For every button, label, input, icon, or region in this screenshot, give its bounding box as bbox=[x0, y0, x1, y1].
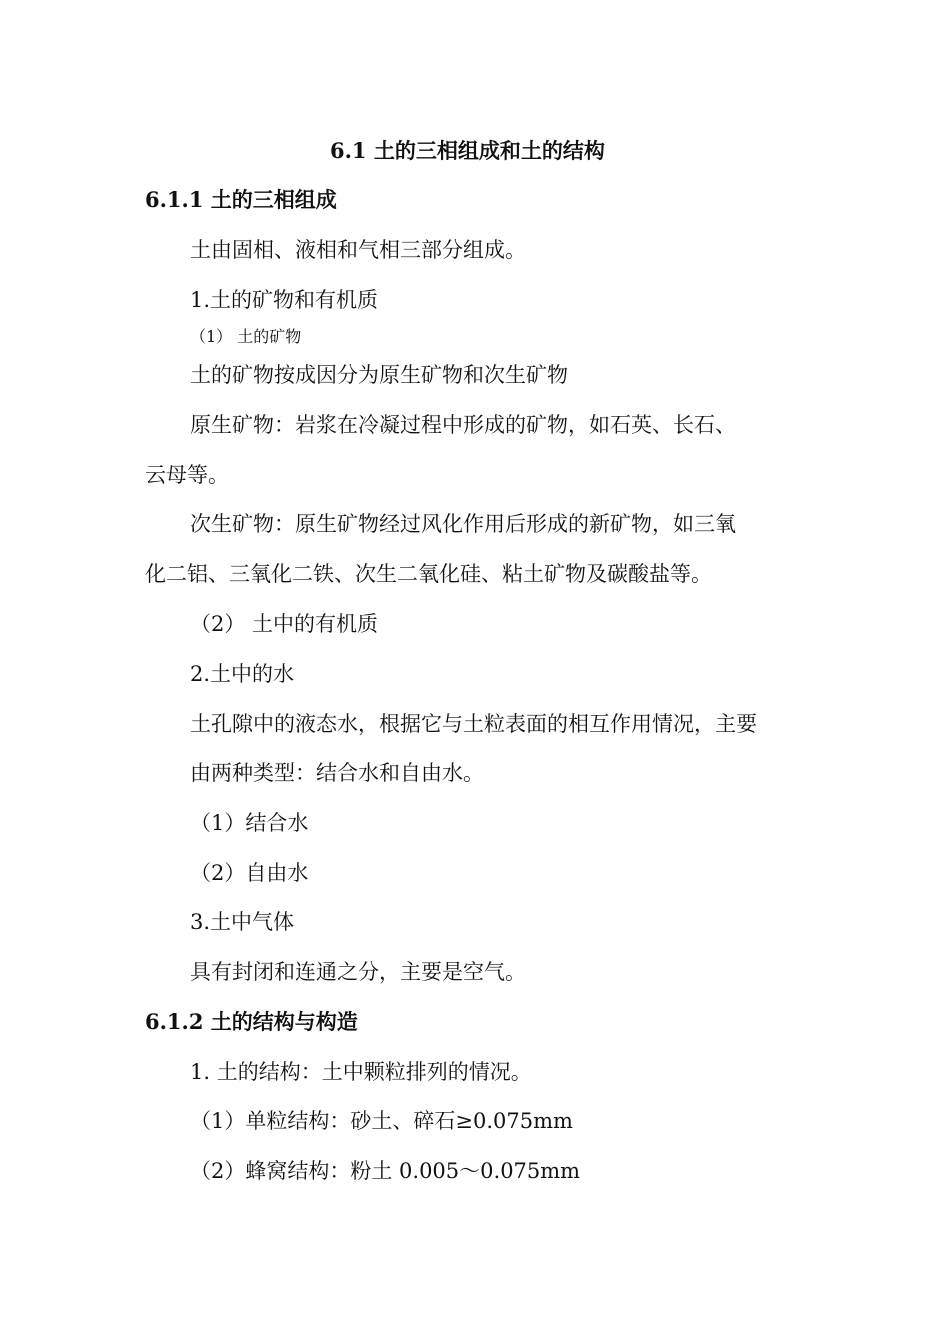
section-heading-6-1-2: 6.1.2 土的结构与构造 bbox=[145, 1009, 358, 1034]
section-heading-6-1-1: 6.1.1 土的三相组成 bbox=[145, 187, 337, 212]
paragraph-intro: 土由固相、液相和气相三部分组成。 bbox=[190, 238, 526, 262]
water-line2: 由两种类型：结合水和自由水。 bbox=[190, 761, 484, 785]
minerals-line: 土的矿物按成因分为原生矿物和次生矿物 bbox=[190, 363, 568, 387]
secondary-minerals-line2: 化二铝、三氧化二铁、次生二氧化硅、粘土矿物及碳酸盐等。 bbox=[145, 562, 712, 586]
item3-heading: 3.土中气体 bbox=[190, 910, 295, 934]
structure-line: 1. 土的结构：土中颗粒排列的情况。 bbox=[190, 1060, 532, 1084]
water-sub2: （2）自由水 bbox=[190, 861, 309, 885]
page-title: 6.1 土的三相组成和土的结构 bbox=[330, 138, 605, 163]
gas-line: 具有封闭和连通之分，主要是空气。 bbox=[190, 960, 526, 984]
secondary-minerals-line1: 次生矿物：原生矿物经过风化作用后形成的新矿物，如三氧 bbox=[190, 512, 736, 536]
primary-minerals-line1: 原生矿物：岩浆在冷凝过程中形成的矿物，如石英、长石、 bbox=[190, 413, 736, 437]
structure-sub2: （2）蜂窝结构：粉土 0.005～0.075mm bbox=[190, 1159, 581, 1183]
structure-sub1: （1）单粒结构：砂土、碎石≥0.075mm bbox=[190, 1109, 573, 1133]
primary-minerals-line2: 云母等。 bbox=[145, 463, 229, 487]
item2-heading: 2.土中的水 bbox=[190, 662, 295, 686]
water-line1: 土孔隙中的液态水，根据它与土粒表面的相互作用情况，主要 bbox=[190, 712, 757, 736]
item1-heading: 1.土的矿物和有机质 bbox=[190, 288, 379, 312]
item1-sub1: （1） 土的矿物 bbox=[190, 327, 302, 346]
water-sub1: （1）结合水 bbox=[190, 811, 309, 835]
item1-sub2: （2） 土中的有机质 bbox=[190, 612, 379, 636]
